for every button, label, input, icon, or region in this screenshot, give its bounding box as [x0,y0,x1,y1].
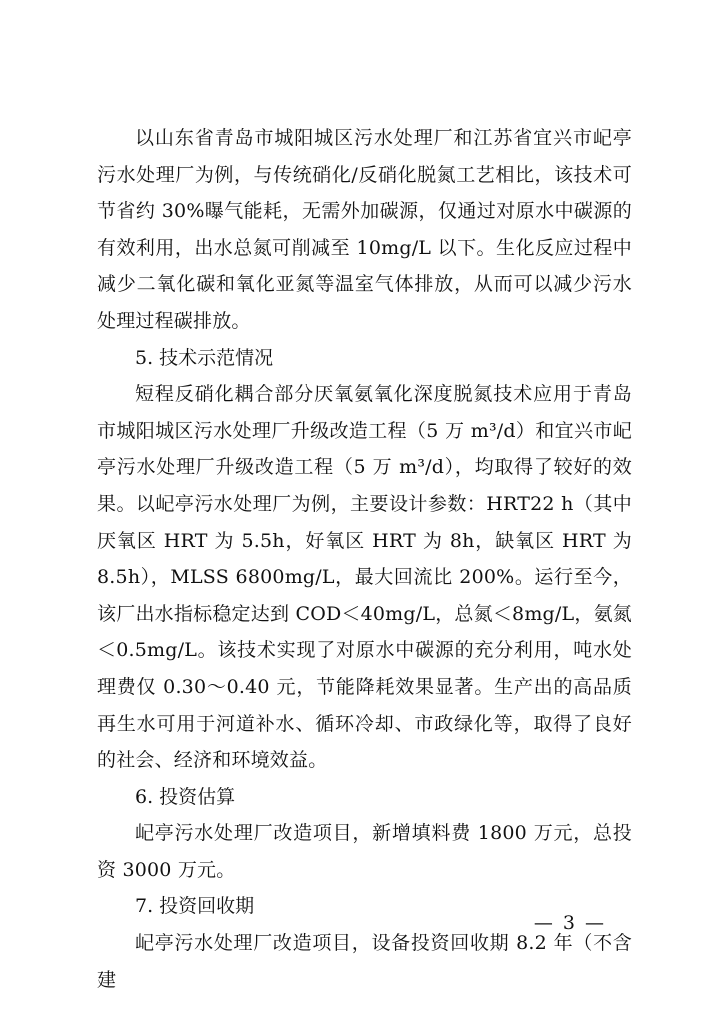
heading-demonstration: 5. 技术示范情况 [135,346,274,369]
heading-payback-period: 7. 投资回收期 [135,895,255,918]
paragraph-investment-estimate: 屺亭污水处理厂改造项目，新增填料费 1800 万元，总投资 3000 万元。 [97,822,632,881]
paragraph-carbon-reduction: 以山东省青岛市城阳城区污水处理厂和江苏省宜兴市屺亭污水处理厂为例，与传统硝化/反硝化脱氮工艺相比，该技术可节省约 30%曝气能耗，无需外加碳源，仅通过对原水中碳源的有效利用，出水总氮可削减至 10mg/L 以下。生化反应过程中减少二氧化碳和氧化亚氮等温室气体排放，从而可以减少污水处理过程碳排放。 [97,127,632,332]
page-number: — 3 — [533,912,606,934]
heading-investment-estimate: 6. 投资估算 [135,785,236,808]
paragraph-demonstration: 短程反硝化耦合部分厌氧氨氧化深度脱氮技术应用于青岛市城阳城区污水处理厂升级改造工程（5 万 m³/d）和宜兴市屺亭污水处理厂升级改造工程（5 万 m³/d），均取得了较好的效果。以屺亭污水处理厂为例，主要设计参数：HRT22 h（其中厌氧区 HRT 为 5.5h，好氧区 HRT 为 8h，缺氧区 HRT 为 8.5h），MLSS 6800mg/L，最大回流比 200%。运行至今，该厂出水指标稳定达到 COD＜40mg/L，总氮＜8mg/L，氨氮＜0.5mg/L。该技术实现了对原水中碳源的充分利用，吨水处理费仅 0.30～0.40 元，节能降耗效果显著。生产出的高品质再生水可用于河道补水、循环冷却、市政绿化等，取得了良好的社会、经济和环境效益。 [97,383,632,772]
document-body [97,120,632,998]
paragraph-payback-period: 屺亭污水处理厂改造项目，设备投资回收期 8.2 年（不含建 [97,932,632,991]
